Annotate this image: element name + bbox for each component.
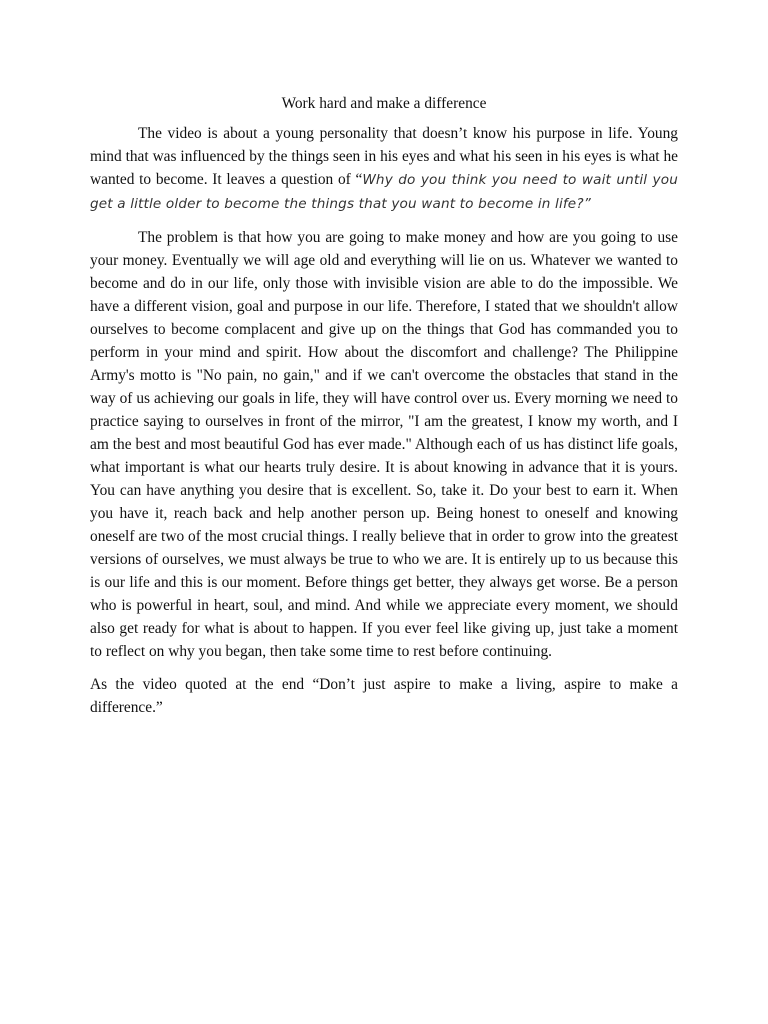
paragraph-body: The problem is that how you are going to make money and how are you going to use your money. Eventually we will age old and everything will lie on us. Whatever we wanted to become and do in our life, only those with invisible vision are able to do the impossible. We have a different vision, goal and purpose in our life. Therefore, I stated that we shouldn't allow ourselves to become complacent and give up on the things that God has commanded you to perform in your mind and spirit. How about the discomfort and challenge? The Philippine Army's motto is "No pain, no gain," and if we can't overcome the obstacles that stand in the way of us achieving our goals in life, they will have control over us. Every morning we need to practice saying to ourselves in front of the mirror, "I am the greatest, I know my worth, and I am the best and most beautiful God has ever made." Although each of us has distinct life goals, what important is what our hearts truly desire. It is about knowing in advance that it is yours. You can have anything you desire that is excellent. So, take it. Do your best to earn it. When you have it, reach back and help another person up. Being honest to oneself and knowing oneself are two of the most crucial things. I really believe that in order to grow into the greatest versions of ourselves, we must always be true to who we are. It is entirely up to us because this is our life and this is our moment. Before things get better, they always get worse. Be a person who is powerful in heart, soul, and mind. And while we appreciate every moment, we should also get ready for what is about to happen. If you ever feel like giving up, just take a moment to reflect on why you began, then take some time to rest before continuing. — [90, 229, 678, 660]
paragraph-intro-quote: Why do you think you need to wait until you get a little older to become the things that you want to become in life?” — [90, 172, 678, 212]
document-body — [90, 92, 678, 729]
document-title: Work hard and make a difference — [281, 95, 487, 112]
paragraph-conclusion: As the video quoted at the end “Don’t just aspire to make a living, aspire to make a difference.” — [90, 676, 678, 716]
paragraph-intro-text: The video is about a young personality that doesn’t know his purpose in life. Young mind that was influenced by the things seen in his eyes and what his seen in his eyes is what he wanted to become. It leaves a question of “ — [90, 125, 678, 188]
paragraph-intro — [90, 122, 678, 216]
